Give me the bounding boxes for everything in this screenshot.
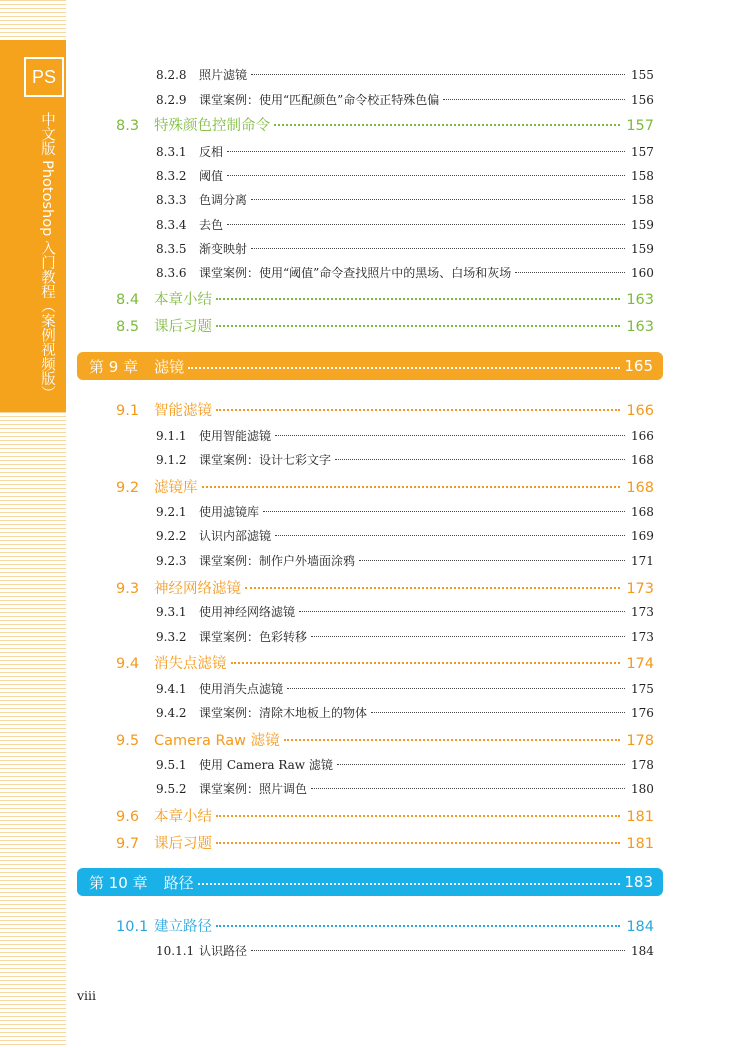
subsection-entry[interactable]	[156, 167, 653, 184]
subsection-entry[interactable]	[156, 527, 653, 544]
dot-leader	[311, 788, 625, 789]
entry-title: 使用消失点滤镜	[199, 682, 284, 696]
entry-number: 8.5	[116, 319, 140, 335]
entry-number: 9.6	[116, 809, 140, 825]
entry-number: 8.2.9	[156, 93, 187, 107]
dot-leader	[337, 764, 625, 765]
entry-page: 173	[631, 630, 654, 644]
subsection-entry[interactable]	[156, 451, 653, 468]
entry-page: 181	[626, 836, 654, 852]
subsection-entry[interactable]	[156, 216, 653, 233]
entry-title: 课堂案例：清除木地板上的物体	[199, 706, 368, 720]
entry-title: 消失点滤镜	[154, 656, 227, 672]
section-entry[interactable]	[116, 805, 654, 826]
entry-number: 9.1	[116, 403, 140, 419]
dot-leader	[231, 662, 621, 664]
entry-title: 阈值	[199, 169, 224, 183]
dot-leader	[251, 950, 625, 951]
book-title-vertical: 中文版 Photoshop 入门教程（案例视频版）	[39, 112, 55, 401]
entry-number: 8.3.4	[156, 218, 187, 232]
subsection-entry[interactable]	[156, 240, 653, 257]
entry-title: 课堂案例：色彩转移	[199, 630, 308, 644]
subsection-entry[interactable]	[156, 628, 653, 645]
section-entry[interactable]	[116, 832, 654, 853]
entry-title: 建立路径	[154, 919, 212, 935]
chapter-heading[interactable]	[77, 868, 663, 896]
entry-number: 9.1.1	[156, 429, 187, 443]
dot-leader	[287, 688, 625, 689]
subsection-entry[interactable]	[156, 756, 653, 773]
page-number: viii	[77, 988, 97, 1003]
entry-title: 特殊颜色控制命令	[154, 118, 270, 134]
section-entry[interactable]	[116, 915, 654, 936]
entry-number: 9.3	[116, 581, 140, 597]
dot-leader	[216, 325, 620, 327]
entry-title: Camera Raw 滤镜	[154, 733, 280, 749]
entry-page: 157	[631, 145, 654, 159]
entry-number: 8.3.2	[156, 169, 187, 183]
entry-page: 184	[631, 944, 654, 958]
entry-number: 9.7	[116, 836, 140, 852]
entry-title: 反相	[199, 145, 224, 159]
entry-title: 智能滤镜	[154, 403, 212, 419]
section-entry[interactable]	[116, 114, 654, 135]
dot-leader	[202, 486, 621, 488]
entry-page: 173	[626, 581, 654, 597]
dot-leader	[216, 298, 620, 300]
entry-page: 173	[631, 605, 654, 619]
subsection-entry[interactable]	[156, 191, 653, 208]
entry-page: 166	[631, 429, 654, 443]
dot-leader	[263, 511, 625, 512]
entry-page: 174	[626, 656, 654, 672]
subsection-entry[interactable]	[156, 143, 653, 160]
subsection-entry[interactable]	[156, 91, 653, 108]
dot-leader	[227, 175, 625, 176]
entry-page: 159	[631, 242, 654, 256]
entry-title: 认识内部滤镜	[199, 529, 272, 543]
entry-number: 8.2.8	[156, 68, 187, 82]
entry-page: 155	[631, 68, 654, 82]
dot-leader	[284, 739, 621, 741]
entry-page: 159	[631, 218, 654, 232]
entry-title: 渐变映射	[199, 242, 248, 256]
dot-leader	[515, 272, 625, 273]
entry-number: 9.4.2	[156, 706, 187, 720]
subsection-entry[interactable]	[156, 680, 653, 697]
entry-title: 神经网络滤镜	[154, 581, 241, 597]
entry-title: 课堂案例：使用“阈值”命令查找照片中的黑场、白场和灰场	[199, 266, 512, 280]
entry-title: 照片滤镜	[199, 68, 248, 82]
entry-page: 158	[631, 193, 654, 207]
entry-number: 10.1	[116, 919, 149, 935]
entry-page: 175	[631, 682, 654, 696]
chapter-heading[interactable]	[77, 352, 663, 380]
entry-page: 178	[626, 733, 654, 749]
dot-leader	[299, 611, 625, 612]
dot-leader	[275, 435, 625, 436]
entry-title: 本章小结	[154, 292, 212, 308]
entry-number: 9.3.2	[156, 630, 187, 644]
entry-title: 使用 Camera Raw 滤镜	[199, 758, 333, 772]
dot-leader	[216, 409, 620, 411]
entry-number: 9.2.1	[156, 505, 187, 519]
entry-number: 8.3.1	[156, 145, 187, 159]
dot-leader	[251, 199, 625, 200]
dot-leader	[198, 883, 621, 885]
entry-page: 157	[626, 118, 654, 134]
entry-page: 183	[624, 873, 653, 891]
subsection-entry[interactable]	[156, 264, 653, 281]
entry-title: 课后习题	[154, 836, 212, 852]
entry-number: 9.3.1	[156, 605, 187, 619]
dot-leader	[335, 459, 625, 460]
dot-leader	[443, 99, 625, 100]
entry-title: 课堂案例：制作户外墙面涂鸦	[199, 554, 356, 568]
entry-page: 176	[631, 706, 654, 720]
section-entry[interactable]	[116, 288, 654, 309]
subsection-entry[interactable]	[156, 942, 653, 959]
entry-page: 160	[631, 266, 654, 280]
entry-page: 165	[624, 357, 653, 375]
dot-leader	[245, 587, 620, 589]
entry-page: 156	[631, 93, 654, 107]
entry-number: 第 9 章	[89, 357, 139, 376]
subsection-entry[interactable]	[156, 427, 653, 444]
entry-number: 9.4	[116, 656, 140, 672]
entry-title: 课堂案例：照片调色	[199, 782, 308, 796]
entry-number: 8.4	[116, 292, 140, 308]
entry-number: 9.4.1	[156, 682, 187, 696]
subsection-entry[interactable]	[156, 603, 653, 620]
entry-number: 9.2.2	[156, 529, 187, 543]
entry-page: 178	[631, 758, 654, 772]
entry-title: 路径	[163, 873, 194, 892]
dot-leader	[274, 124, 620, 126]
dot-leader	[188, 367, 620, 369]
entry-number: 9.5.1	[156, 758, 187, 772]
entry-page: 158	[631, 169, 654, 183]
subsection-entry[interactable]	[156, 66, 653, 83]
entry-title: 滤镜库	[154, 480, 198, 496]
dot-leader	[216, 925, 620, 927]
section-entry[interactable]	[116, 577, 654, 598]
section-entry[interactable]	[116, 315, 654, 336]
entry-title: 使用滤镜库	[199, 505, 260, 519]
entry-title: 认识路径	[199, 944, 248, 958]
entry-page: 163	[626, 319, 654, 335]
ps-logo-badge: PS	[24, 57, 64, 97]
entry-title: 使用神经网络滤镜	[199, 605, 296, 619]
section-entry[interactable]	[116, 476, 654, 497]
section-entry[interactable]	[116, 729, 654, 750]
dot-leader	[216, 842, 620, 844]
entry-number: 8.3.5	[156, 242, 187, 256]
entry-number: 10.1.1	[156, 944, 195, 958]
entry-page: 181	[626, 809, 654, 825]
entry-number: 9.5.2	[156, 782, 187, 796]
dot-leader	[371, 712, 625, 713]
entry-page: 171	[631, 554, 654, 568]
entry-number: 9.2	[116, 480, 140, 496]
entry-page: 168	[626, 480, 654, 496]
subsection-entry[interactable]	[156, 780, 653, 797]
dot-leader	[227, 151, 625, 152]
entry-title: 课后习题	[154, 319, 212, 335]
entry-page: 169	[631, 529, 654, 543]
entry-number: 9.5	[116, 733, 140, 749]
entry-number: 8.3.3	[156, 193, 187, 207]
subsection-entry[interactable]	[156, 552, 653, 569]
entry-title: 去色	[199, 218, 224, 232]
entry-page: 168	[631, 453, 654, 467]
entry-page: 163	[626, 292, 654, 308]
dot-leader	[227, 224, 625, 225]
entry-page: 180	[631, 782, 654, 796]
dot-leader	[251, 74, 625, 75]
entry-title: 本章小结	[154, 809, 212, 825]
section-entry[interactable]	[116, 399, 654, 420]
entry-page: 166	[626, 403, 654, 419]
dot-leader	[216, 815, 620, 817]
entry-page: 184	[626, 919, 654, 935]
entry-title: 使用智能滤镜	[199, 429, 272, 443]
entry-title: 滤镜	[154, 357, 185, 376]
entry-number: 8.3.6	[156, 266, 187, 280]
dot-leader	[275, 535, 625, 536]
entry-title: 课堂案例：使用“匹配颜色”命令校正特殊色偏	[199, 93, 440, 107]
subsection-entry[interactable]	[156, 704, 653, 721]
subsection-entry[interactable]	[156, 503, 653, 520]
entry-number: 9.1.2	[156, 453, 187, 467]
entry-page: 168	[631, 505, 654, 519]
dot-leader	[311, 636, 625, 637]
dot-leader	[359, 560, 625, 561]
entry-number: 第 10 章	[89, 873, 148, 892]
section-entry[interactable]	[116, 652, 654, 673]
entry-title: 课堂案例：设计七彩文字	[199, 453, 332, 467]
entry-number: 8.3	[116, 118, 140, 134]
entry-title: 色调分离	[199, 193, 248, 207]
dot-leader	[251, 248, 625, 249]
entry-number: 9.2.3	[156, 554, 187, 568]
